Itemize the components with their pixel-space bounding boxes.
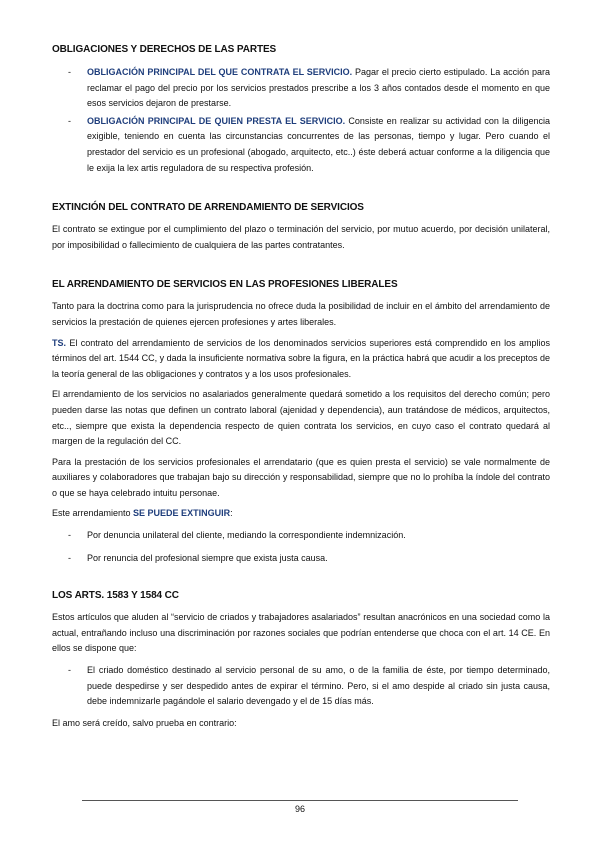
heading-extincion: EXTINCIÓN DEL CONTRATO DE ARRENDAMIENTO DE SERVICIOS xyxy=(52,202,364,214)
bullet-dash: - xyxy=(68,552,71,563)
item-text: Pagar el precio cierto estipulado. La acción para reclamar el pago del precio por los servicios prestados prescribe a los 3 años contados desde el momento en que esos servicios dejaron de prestarse. xyxy=(87,67,550,109)
obligaciones-list xyxy=(52,65,550,176)
list-item xyxy=(52,114,550,176)
paragraph-text: Este arrendamiento xyxy=(52,508,134,519)
paragraph xyxy=(52,336,550,383)
list-item xyxy=(52,663,550,710)
heading-obligaciones: OBLIGACIONES Y DERECHOS DE LAS PARTES xyxy=(52,44,277,55)
extincion-list xyxy=(52,528,550,566)
paragraph: El amo será creído, salvo prueba en contrario: xyxy=(52,717,237,728)
emphasis-label: OBLIGACIÓN PRINCIPAL DEL QUE CONTRATA EL SERVICIO. xyxy=(87,67,353,77)
emphasis-label: OBLIGACIÓN PRINCIPAL DE QUIEN PRESTA EL SERVICIO. xyxy=(87,115,346,126)
heading-arts-1583-1584: LOS ARTS. 1583 Y 1584 CC xyxy=(52,590,179,602)
paragraph: Para la prestación de los servicios profesionales el arrendatario (que es quien presta el servicio) se vale normalmente de auxiliares y colaboradores que trabajan bajo su dirección y responsabilidad, siempre que no lo prohíba la índole del contrato o que se haya celebrado intuitu personae. xyxy=(52,456,550,498)
paragraph xyxy=(52,506,550,522)
list-item xyxy=(52,65,550,112)
paragraph: Estos artículos que aluden al “servicio de criados y trabajadores asalariados” resultan anacrónicos en una sociedad como la actual, entrañando incluso una discriminación por razones sociales que podrían entenderse que choca con el art. 14 CE. En ellos se dispone que: xyxy=(52,612,550,654)
emphasis-label: TS. xyxy=(52,337,67,348)
item-text: El criado doméstico destinado al servicio personal de su amo, o de la familia de éste, por tiempo determinado, puede despedirse y ser despedido antes de expirar el término. Pero, si el amo despide al criado sin justa causa, debe indemnizarle pagándole el salario devengado y el de 15 días más. xyxy=(87,665,550,707)
document-page xyxy=(52,38,550,731)
item-text: Consiste en realizar su actividad con la diligencia exigible, teniendo en cuenta las circunstancias concurrentes de las personas, tiempo y lugar. Pero cuando el prestador del servicio es un profesional (abogado, arquitecto, etc..) éste deberá actuar conforme a la diligencia que le exija la lex artis reguladora de su respectiva profesión. xyxy=(87,115,550,173)
paragraph-text: : xyxy=(230,508,233,519)
list-item xyxy=(52,551,550,567)
footer-divider xyxy=(82,800,518,801)
item-text: Por denuncia unilateral del cliente, mediando la correspondiente indemnización. xyxy=(87,530,406,541)
bullet-dash: - xyxy=(68,665,71,676)
paragraph-text: El contrato del arrendamiento de servicios de los denominados servicios superiores está comprendido en los amplios términos del art. 1544 CC, y dada la insuficiente normativa sobre la figura, en la práctica habrá que acudir a los preceptos de la teoría general de las obligaciones y contratos y a los usos profesionales. xyxy=(52,337,550,379)
criado-list xyxy=(52,663,550,710)
paragraph: El arrendamiento de los servicios no asalariados generalmente quedará sometido a los requisitos del derecho común; pero pueden darse las notas que definen un contrato laboral (ajenidad y dependencia), aun tratándose de médicos, arquitectos, etc.., siempre que exista la dependencia respecto de quien contrata los servicios, en cuyo caso el contrato quedará al margen de la regulación del CC. xyxy=(52,389,550,447)
bullet-dash: - xyxy=(68,530,71,541)
bullet-dash: - xyxy=(68,115,71,126)
bullet-dash: - xyxy=(68,67,71,77)
heading-profesiones-liberales: EL ARRENDAMIENTO DE SERVICIOS EN LAS PROFESIONES LIBERALES xyxy=(52,279,398,291)
emphasis-label: SE PUEDE EXTINGUIR xyxy=(133,508,231,519)
paragraph: El contrato se extingue por el cumplimiento del plazo o terminación del servicio, por mutuo acuerdo, por decisión unilateral, por imposibilidad o fallecimiento de cualquiera de las partes contratantes. xyxy=(52,224,550,250)
page-number: 96 xyxy=(294,804,305,814)
item-text: Por renuncia del profesional siempre que exista justa causa. xyxy=(87,552,328,563)
paragraph: Tanto para la doctrina como para la jurisprudencia no ofrece duda la posibilidad de incluir en el ámbito del arrendamiento de servicios la prestación de quienes ejercen profesiones y artes liberales. xyxy=(52,301,550,327)
list-item xyxy=(52,528,550,544)
